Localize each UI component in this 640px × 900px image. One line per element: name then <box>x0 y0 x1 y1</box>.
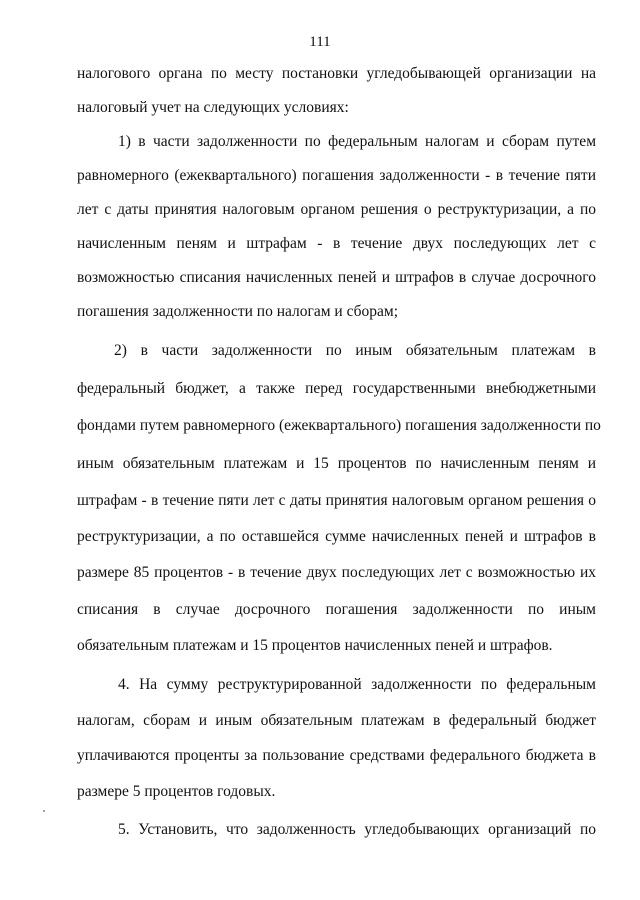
page-number: 111 <box>309 34 331 50</box>
text-line: списания в случае досрочного погашения задолженности по иным <box>77 601 596 618</box>
text-line: федеральный бюджет, а также перед государственными внебюджетными <box>77 380 596 397</box>
text-line: реструктуризации, а по оставшейся сумме начисленных пеней и штрафов в <box>77 528 596 545</box>
text-line: погашения задолженности по налогам и сборам; <box>77 303 399 320</box>
text-line: размере 85 процентов - в течение двух последующих лет с возможностью их <box>77 564 596 581</box>
text-line: 5. Установить, что задолженность угледобывающих организаций по <box>118 821 596 838</box>
text-line: равномерного (ежеквартального) погашения задолженности - в течение пяти <box>77 167 596 184</box>
text-line: 4. На сумму реструктурированной задолженности по федеральным <box>118 676 596 693</box>
text-line: начисленным пеням и штрафам - в течение двух последующих лет с <box>77 235 596 252</box>
text-line: 2) в части задолженности по иным обязательным платежам в <box>114 342 596 359</box>
text-line: размере 5 процентов годовых. <box>77 783 276 800</box>
text-line: уплачиваются проценты за пользование средствами федерального бюджета в <box>77 747 596 764</box>
text-line: иным обязательным платежам и 15 процентов по начисленным пеням и <box>77 455 596 472</box>
scan-speck <box>43 810 45 812</box>
text-line: налогам, сборам и иным обязательным платежам в федеральный бюджет <box>77 712 596 729</box>
text-line: 1) в части задолженности по федеральным налогам и сборам путем <box>118 133 596 150</box>
text-line: возможностью списания начисленных пеней и штрафов в случае досрочного <box>77 269 596 286</box>
text-line: обязательным платежам и 15 процентов начисленных пеней и штрафов. <box>77 637 553 654</box>
text-line: налоговый учет на следующих условиях: <box>77 99 349 116</box>
text-line: штрафам - в течение пяти лет с даты принятия налоговым органом решения о <box>77 492 596 509</box>
text-line: налогового органа по месту постановки угледобывающей организации на <box>77 65 596 82</box>
text-line: лет с даты принятия налоговым органом решения о реструктуризации, а по <box>77 201 596 218</box>
text-line: фондами путем равномерного (ежеквартального) погашения задолженности по <box>77 417 601 434</box>
